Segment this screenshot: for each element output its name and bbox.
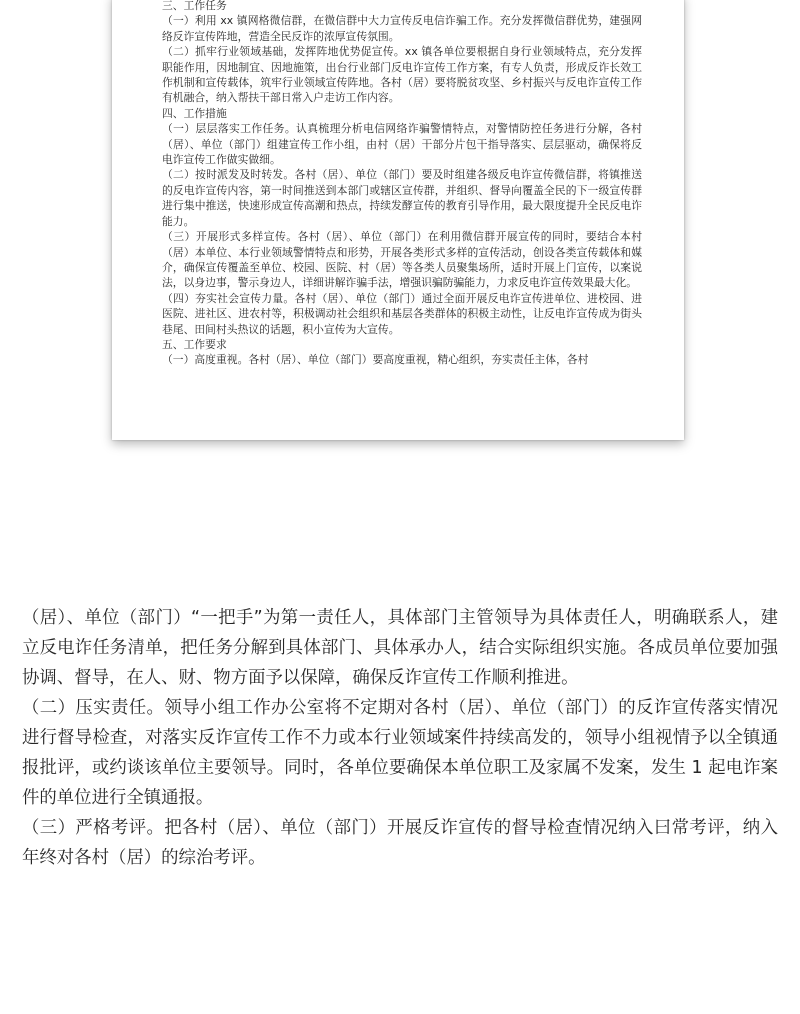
paragraph: （二）按时派发及时转发。各村（居）、单位（部门）要及时组建各级反电诈宣传微信群，将镇推送的反电诈宣传内容，第一时间推送到本部门或辖区宣传群，并组织、督导向覆盖全民的下一级宣传群进行集中推送，快速形成宣传高潮和热点，持续发酵宣传的教育引导作用，最大限度提升全民反电诈能力。 — [162, 168, 642, 228]
paragraph: （一）层层落实工作任务。认真梳理分析电信网络诈骗警情特点，对警情防控任务进行分解，各村（居）、单位（部门）组建宣传工作小组，由村（居）干部分片包干指导落实、层层驱动，确保将反电诈宣传工作做实做细。 — [162, 122, 642, 167]
paragraph: （四）夯实社会宣传力量。各村（居）、单位（部门）通过全面开展反电诈宣传进单位、进校园、进医院、进社区、进农村等，积极调动社会组织和基层各类群体的积极主动性，让反电诈宣传成为街头巷尾、田间村头热议的话题，积小宣传为大宣传。 — [162, 291, 642, 336]
section-heading: 三、工作任务 — [162, 0, 227, 12]
paragraph: （居）、单位（部门）“一把手”为第一责任人，具体部门主管领导为具体责任人，明确联系人，建立反电诈任务清单，把任务分解到具体部门、具体承办人，结合实际组织实施。各成员单位要加强协调、督导，在人、财、物方面予以保障，确保反诈宣传工作顺利推进。 — [22, 608, 778, 688]
paragraph: （一）高度重视。各村（居）、单位（部门）要高度重视，精心组织，夯实责任主体，各村 — [162, 353, 589, 367]
paragraph: （二）抓牢行业领域基础，发挥阵地优势促宣传。xx 镇各单位要根据自身行业领域特点，充分发挥职能作用，因地制宜、因地施策，出台行业部门反电诈宣传工作方案，有专人负责，形成反诈长效工作机制和宣传载体，筑牢行业领域宣传阵地。各村（居）要将脱贫攻坚、乡村振兴与反电诈宣传工作有机融合，纳入帮扶干部日常入户走访工作内容。 — [162, 45, 642, 105]
paragraph: （一）利用 xx 镇网格微信群，在微信群中大力宣传反电信诈骗工作。充分发挥微信群优势，建强网络反诈宣传阵地，营造全民反诈的浓厚宣传氛围。 — [162, 14, 642, 43]
main-body-text — [22, 603, 778, 873]
paragraph: （二）压实责任。领导小组工作办公室将不定期对各村（居）、单位（部门）的反诈宣传落实情况进行督导检查，对落实反诈宣传工作不力或本行业领域案件持续高发的，领导小组视情予以全镇通报批评，或约谈该单位主要领导。同时，各单位要确保本单位职工及家属不发案，发生 1 起电诈案件的单位进行全镇通报。 — [22, 698, 778, 808]
section-heading: 五、工作要求 — [162, 337, 227, 351]
preview-text-block — [162, 0, 642, 368]
document-page-preview — [112, 0, 684, 440]
paragraph: （三）开展形式多样宣传。各村（居）、单位（部门）在利用微信群开展宣传的同时，要结合本村（居）本单位、本行业领域警情特点和形势，开展各类形式多样的宣传活动，创设各类宣传载体和媒介，确保宣传覆盖至单位、校园、医院、村（居）等各类人员聚集场所，适时开展上门宣传，以案说法，以身边事，警示身边人，详细讲解诈骗手法，增强识骗防骗能力，力求反电诈宣传效果最大化。 — [162, 230, 642, 290]
paragraph: （三）严格考评。把各村（居）、单位（部门）开展反诈宣传的督导检查情况纳入曰常考评，纳入年终对各村（居）的综治考评。 — [22, 818, 778, 868]
section-heading: 四、工作措施 — [162, 106, 227, 120]
